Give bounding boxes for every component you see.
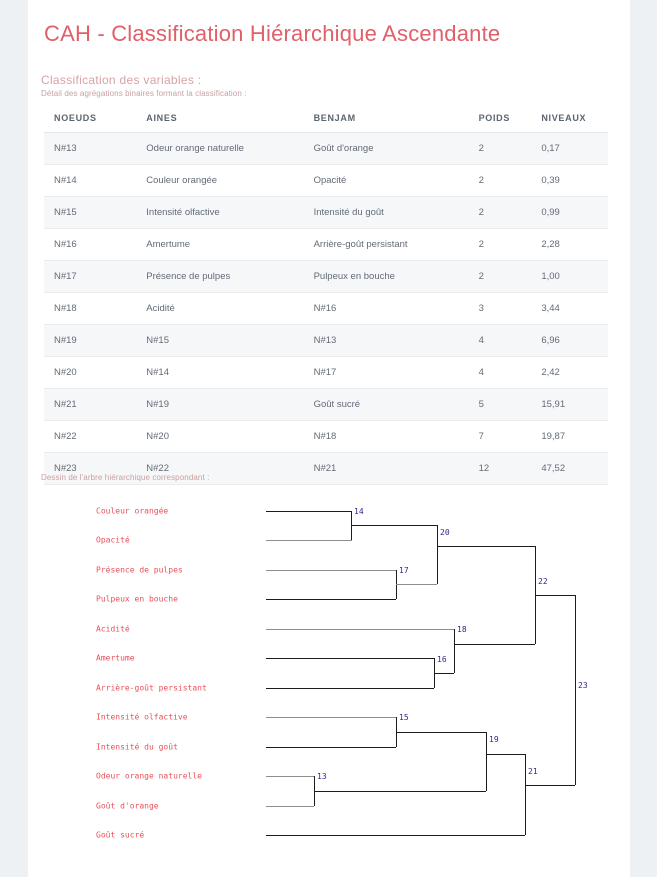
table-row <box>44 165 608 197</box>
table-row <box>44 293 608 325</box>
cell-noeuds: N#19 <box>44 325 136 357</box>
cell-niveaux: 15,91 <box>531 389 608 421</box>
leaf-stem-amertume <box>266 658 434 659</box>
cell-noeuds: N#13 <box>44 133 136 165</box>
cell-noeuds: N#21 <box>44 389 136 421</box>
leaf-label-pulpeux-en-bouche: Pulpeux en bouche <box>96 594 178 604</box>
table-header-row <box>44 108 608 133</box>
node-label-15: 15 <box>399 713 409 722</box>
node-label-13: 13 <box>317 772 327 781</box>
cell-niveaux: 1,00 <box>531 261 608 293</box>
document-sheet <box>28 0 630 877</box>
node-18-branch <box>454 644 535 645</box>
cell-benjam: N#16 <box>304 293 469 325</box>
node-21-connector <box>525 754 526 835</box>
node-23-connector <box>575 595 576 785</box>
leaf-stem-presence-de-pulpes <box>266 570 396 571</box>
column-header-niveaux: NIVEAUX <box>531 108 608 133</box>
cell-poids: 5 <box>469 389 532 421</box>
cell-aines: N#14 <box>136 357 303 389</box>
leaf-label-odeur-orange-naturelle: Odeur orange naturelle <box>96 771 202 781</box>
cell-niveaux: 0,39 <box>531 165 608 197</box>
leaf-label-arriere-gout-persistant: Arrière-goût persistant <box>96 683 207 693</box>
cell-noeuds: N#14 <box>44 165 136 197</box>
table-row <box>44 261 608 293</box>
cell-poids: 2 <box>469 261 532 293</box>
cell-poids: 4 <box>469 325 532 357</box>
cell-poids: 7 <box>469 421 532 453</box>
cell-niveaux: 3,44 <box>531 293 608 325</box>
column-header-poids: POIDS <box>469 108 532 133</box>
node-18-connector <box>454 629 455 673</box>
cell-poids: 2 <box>469 165 532 197</box>
aggregations-table <box>44 108 608 485</box>
table-row <box>44 389 608 421</box>
leaf-stem-intensite-du-gout <box>266 747 396 748</box>
node-label-22: 22 <box>538 577 548 586</box>
cell-poids: 2 <box>469 229 532 261</box>
cell-benjam: Arrière-goût persistant <box>304 229 469 261</box>
cell-poids: 3 <box>469 293 532 325</box>
column-header-benjam: BENJAM <box>304 108 469 133</box>
leaf-label-intensite-olfactive: Intensité olfactive <box>96 712 188 722</box>
cell-niveaux: 19,87 <box>531 421 608 453</box>
cell-benjam: Goût sucré <box>304 389 469 421</box>
dendrogram <box>28 485 630 860</box>
cell-benjam: Opacité <box>304 165 469 197</box>
cell-aines: Intensité olfactive <box>136 197 303 229</box>
cell-poids: 4 <box>469 357 532 389</box>
cell-aines: N#20 <box>136 421 303 453</box>
cell-benjam: N#18 <box>304 421 469 453</box>
leaf-label-acidite: Acidité <box>96 624 130 634</box>
table-row <box>44 197 608 229</box>
leaf-stem-pulpeux-en-bouche <box>266 599 396 600</box>
leaf-label-presence-de-pulpes: Présence de pulpes <box>96 565 183 575</box>
cell-aines: Présence de pulpes <box>136 261 303 293</box>
cell-poids: 2 <box>469 133 532 165</box>
node-label-14: 14 <box>354 507 364 516</box>
cell-benjam: N#13 <box>304 325 469 357</box>
cell-aines: N#15 <box>136 325 303 357</box>
leaf-label-opacite: Opacité <box>96 535 130 545</box>
leaf-label-gout-d-orange: Goût d'orange <box>96 801 159 811</box>
cell-benjam: Intensité du goût <box>304 197 469 229</box>
cell-niveaux: 0,17 <box>531 133 608 165</box>
table-row <box>44 229 608 261</box>
node-13-branch <box>314 791 486 792</box>
node-20-connector <box>437 525 438 584</box>
cell-noeuds: N#18 <box>44 293 136 325</box>
table-row <box>44 357 608 389</box>
node-21-branch <box>525 785 575 786</box>
table-body <box>44 133 608 485</box>
node-label-18: 18 <box>457 625 467 634</box>
cell-niveaux: 2,42 <box>531 357 608 389</box>
node-label-16: 16 <box>437 655 447 664</box>
table-caption: Détail des agrégations binaires formant la classification : <box>41 89 247 98</box>
node-label-20: 20 <box>440 528 450 537</box>
node-22-branch <box>535 595 575 596</box>
node-label-23: 23 <box>578 681 588 690</box>
node-label-21: 21 <box>528 767 538 776</box>
node-17-branch <box>396 584 437 585</box>
leaf-label-gout-sucre: Goût sucré <box>96 830 145 840</box>
cell-aines: Acidité <box>136 293 303 325</box>
leaf-stem-gout-d-orange <box>266 806 314 807</box>
column-header-aines: AINES <box>136 108 303 133</box>
page-title: CAH - Classification Hiérarchique Ascendante <box>44 21 501 46</box>
cell-noeuds: N#17 <box>44 261 136 293</box>
leaf-stem-acidite <box>266 629 454 630</box>
cell-noeuds: N#22 <box>44 421 136 453</box>
node-label-19: 19 <box>489 735 499 744</box>
cell-benjam: Pulpeux en bouche <box>304 261 469 293</box>
tree-caption: Dessin de l'arbre hiérarchique correspondant : <box>41 473 210 482</box>
cell-noeuds: N#16 <box>44 229 136 261</box>
leaf-label-amertume: Amertume <box>96 653 135 663</box>
cell-aines: N#19 <box>136 389 303 421</box>
cell-benjam: N#17 <box>304 357 469 389</box>
cell-noeuds: N#15 <box>44 197 136 229</box>
node-19-connector <box>486 732 487 791</box>
leaf-stem-couleur-orangee <box>266 511 352 512</box>
cell-aines: Couleur orangée <box>136 165 303 197</box>
cell-niveaux: 47,52 <box>531 453 608 485</box>
leaf-stem-arriere-gout-persistant <box>266 688 434 689</box>
cell-aines: Odeur orange naturelle <box>136 133 303 165</box>
cell-noeuds: N#20 <box>44 357 136 389</box>
table-row <box>44 325 608 357</box>
node-20-branch <box>437 546 535 547</box>
table-row <box>44 133 608 165</box>
cell-niveaux: 0,99 <box>531 197 608 229</box>
leaf-stem-intensite-olfactive <box>266 717 396 718</box>
column-header-noeuds: NOEUDS <box>44 108 136 133</box>
cell-poids: 12 <box>469 453 532 485</box>
cell-noeuds: N#23 <box>44 453 136 485</box>
cell-benjam: Goût d'orange <box>304 133 469 165</box>
leaf-label-couleur-orangee: Couleur orangée <box>96 506 169 516</box>
node-19-branch <box>486 754 525 755</box>
cell-niveaux: 2,28 <box>531 229 608 261</box>
cell-aines: Amertume <box>136 229 303 261</box>
node-14-branch <box>351 525 437 526</box>
node-15-branch <box>396 732 486 733</box>
node-label-17: 17 <box>399 566 409 575</box>
cell-aines: N#22 <box>136 453 303 485</box>
leaf-stem-opacite <box>266 540 352 541</box>
leaf-stem-odeur-orange-naturelle <box>266 776 314 777</box>
node-16-branch <box>434 673 454 674</box>
cell-benjam: N#21 <box>304 453 469 485</box>
table-row <box>44 421 608 453</box>
leaf-label-intensite-du-gout: Intensité du goût <box>96 742 178 752</box>
leaf-stem-gout-sucre <box>266 835 525 836</box>
section-subtitle: Classification des variables : <box>41 73 202 87</box>
cell-poids: 2 <box>469 197 532 229</box>
cell-niveaux: 6,96 <box>531 325 608 357</box>
